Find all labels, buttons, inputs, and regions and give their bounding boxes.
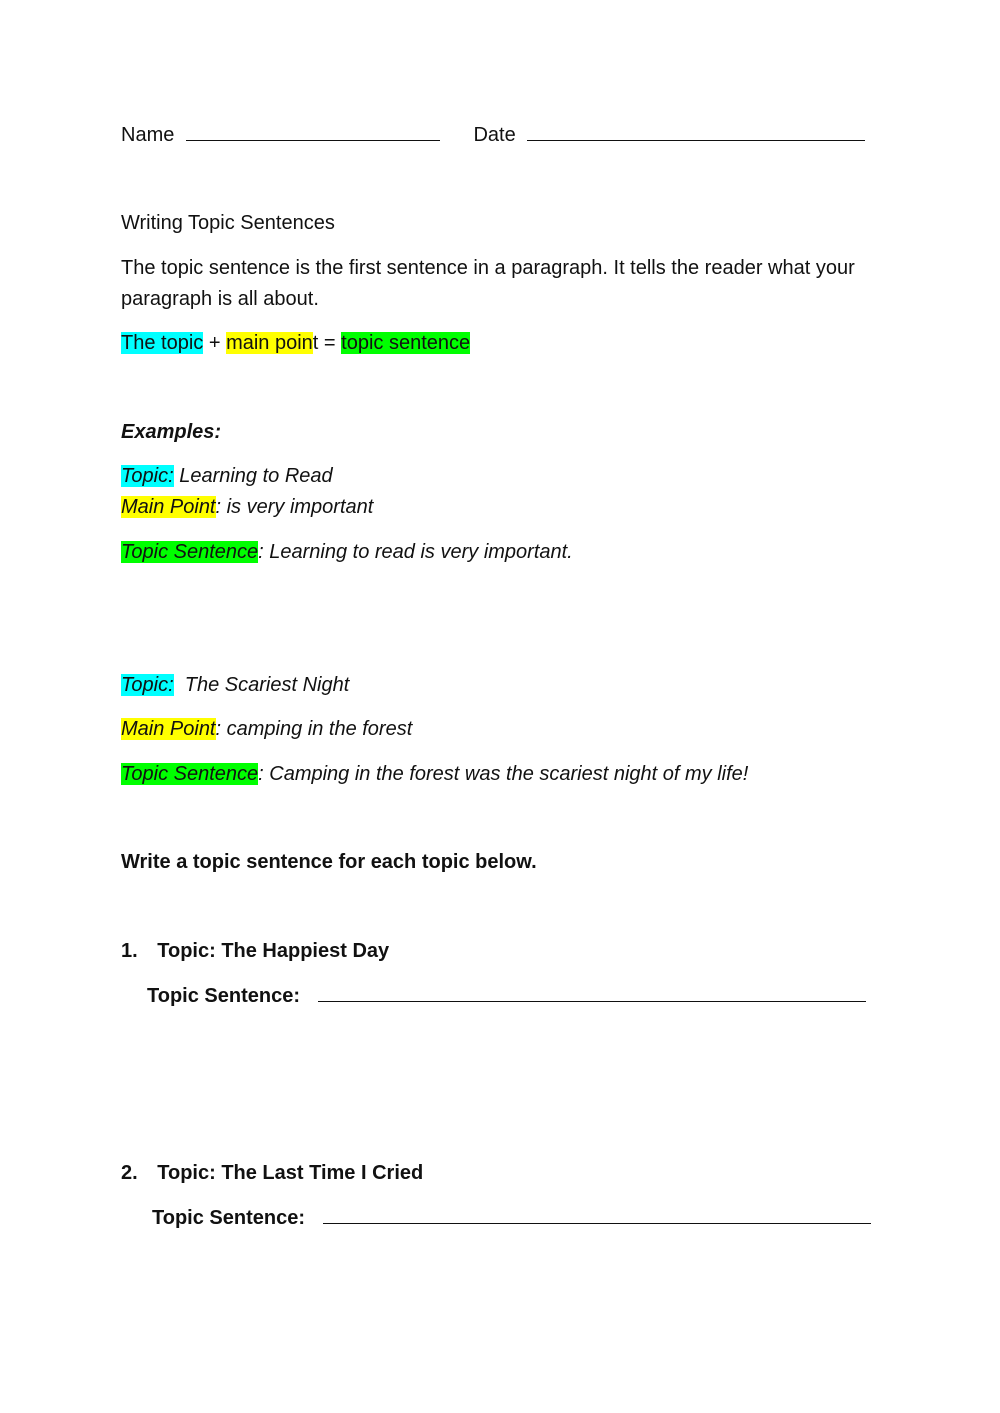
example1-topic-value: Learning to Read (173, 465, 333, 487)
question-1-answer-row (147, 981, 866, 1011)
example2-sentence-value: : Camping in the forest was the scariest night of my life! (258, 763, 749, 785)
question-1-answer-label: Topic Sentence: (147, 985, 300, 1007)
formula-row (121, 328, 470, 358)
example1-topic (121, 461, 333, 491)
example2-main-label: Main Point (121, 718, 216, 740)
question-1-topic: Topic: The Happiest Day (157, 940, 390, 962)
example1-sentence-label: Topic Sentence (121, 541, 259, 563)
example1-topic-label: Topic: (121, 465, 174, 487)
instruction-text: Write a topic sentence for each topic below. (121, 851, 537, 873)
formula-main-point-end: t (312, 332, 319, 354)
question-1-number: 1. (121, 940, 138, 962)
question-1-answer-field[interactable] (318, 981, 866, 1002)
example2-main-point (121, 714, 412, 744)
formula-topic: The topic (121, 332, 204, 354)
formula-result: topic sentence (341, 332, 471, 354)
example1-main-label: Main Point (121, 496, 216, 518)
example2-topic-value: The Scariest Night (173, 674, 350, 696)
question-2-number: 2. (121, 1162, 138, 1184)
date-field[interactable] (527, 120, 865, 141)
example2-sentence (121, 759, 748, 789)
example2-sentence-label: Topic Sentence (121, 763, 259, 785)
example2-topic (121, 670, 349, 700)
example2-main-value: : camping in the forest (215, 718, 413, 740)
intro-paragraph: The topic sentence is the first sentence in a paragraph. It tells the reader what your paragraph is all about. (121, 257, 855, 310)
example1-sentence (121, 537, 573, 567)
example1-sentence-value: : Learning to read is very important. (258, 541, 573, 563)
page-title: Writing Topic Sentences (121, 212, 335, 234)
formula-plus: + (203, 332, 227, 354)
date-label: Date (473, 124, 516, 146)
question-2 (121, 1158, 423, 1188)
question-1 (121, 936, 389, 966)
example2-topic-label: Topic: (121, 674, 174, 696)
question-2-topic: Topic: The Last Time I Cried (157, 1162, 424, 1184)
formula-equals: = (318, 332, 342, 354)
formula-main-point: main poin (226, 332, 313, 354)
name-date-row (121, 120, 865, 150)
question-2-answer-field[interactable] (323, 1203, 871, 1224)
name-label: Name (121, 124, 175, 146)
question-2-answer-label: Topic Sentence: (152, 1207, 305, 1229)
example1-main-value: : is very important (215, 496, 374, 518)
question-2-answer-row (152, 1203, 871, 1233)
example1-main-point (121, 492, 373, 522)
examples-heading: Examples: (121, 421, 222, 443)
name-field[interactable] (186, 120, 440, 141)
